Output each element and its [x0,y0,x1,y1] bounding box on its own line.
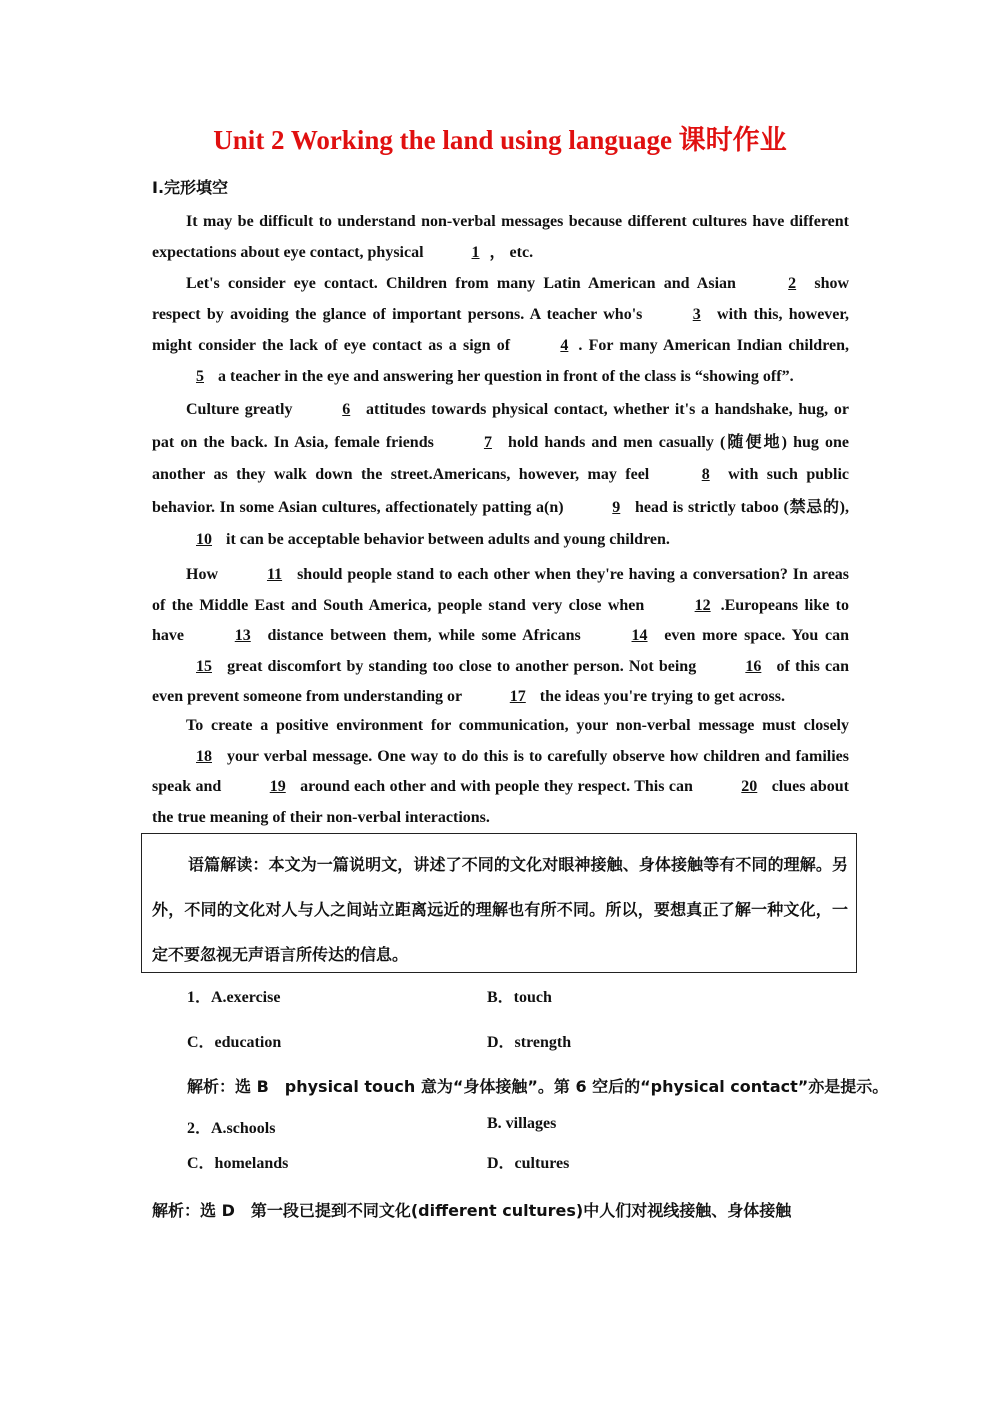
q1-option-c: C．education [187,1034,282,1051]
q1-option-a: 1．A.exercise [187,989,281,1006]
blank-9: 9 [612,498,621,516]
blank-14: 14 [631,627,648,644]
paragraph-4: How 11 should people stand to each other when they're having a conversation? In areas of the Middle East and South America, people stand very close when 12 .Europeans like to have 13 distance between them, while some Africans 14 even more space. You can 15 great discomfort by standing too close to another person. Not being 16 of this can even prevent someone from understanding or 17 the ideas you're trying to get across. [152,560,849,713]
blank-19: 19 [269,778,286,795]
q1-analysis: 解析：选 B physical touch 意为“身体接触”。第 6 空后的“physical contact”亦是提示。 [187,1077,889,1096]
section-heading: Ⅰ.完形填空 [152,178,229,197]
blank-11: 11 [266,566,283,583]
blank-4: 4 [560,337,569,354]
paragraph-5: To create a positive environment for communication, your non-verbal message must closely 18 your verbal message. One way to do this is to carefully observe how children and families speak and 19 around each other and with people they respect. This can 20 clues about the true meaning of their non-verbal interactions. [152,717,849,826]
blank-13: 13 [234,627,251,644]
blank-6: 6 [342,401,351,418]
blank-5: 5 [196,368,204,385]
blank-3: 3 [692,306,701,323]
q2-option-c: C．homelands [187,1155,289,1172]
blank-7: 7 [483,433,492,451]
blank-15: 15 [196,657,212,675]
q1-option-d: D．strength [487,1034,572,1051]
blank-16: 16 [745,657,762,675]
q2-analysis: 解析：选 D 第一段已提到不同文化(different cultures)中人们对视线接触、身体接触 [152,1201,792,1220]
q2-option-d: D．cultures [487,1155,570,1172]
blank-2: 2 [788,275,797,292]
q2-option-a: 2．A.schools [187,1120,276,1137]
paragraph-2: Let's consider eye contact. Children from many Latin American and Asian 2 show respect by avoiding the glance of important persons. A teacher who's 3 with this, however, might consider the lack of eye contact as a sign of 4 . For many American Indian children, 5 a teacher in the eye and answering her question in front of the class is “showing off”. [152,268,849,392]
blank-10: 10 [196,531,212,548]
q2-option-b: B. villages [487,1115,557,1132]
q1-option-b: B．touch [487,989,552,1006]
blank-20: 20 [741,778,758,795]
page-title: Unit 2 Working the land using language 课时作业 [213,125,787,155]
blank-1: 1 [471,244,480,261]
blank-18: 18 [196,747,212,765]
blank-8: 8 [701,466,710,483]
blank-17: 17 [509,688,526,705]
blank-12: 12 [694,596,711,614]
passage-summary-box: 语篇解读：本文为一篇说明文，讲述了不同的文化对眼神接触、身体接触等有不同的理解。另外，不同的文化对人与人之间站立距离远近的理解也有所不同。所以，要想真正了解一种文化，一定不要忽视无声语言所传达的信息。 [141,833,857,973]
paragraph-1: It may be difficult to understand non-verbal messages because different cultures have different expectations about eye contact, physical 1 ， etc. [152,206,849,268]
paragraph-3: Culture greatly 6 attitudes towards physical contact, whether it's a handshake, hug, or pat on the back. In Asia, female friends 7 hold hands and men casually (随便地) hug one another as they walk down the street.Americans, however, may feel 8 with such public behavior. In some Asian cultures, affectionately patting a(n) 9 head is strictly taboo (禁忌的), 10 it can be acceptable behavior between adults and young children. [152,394,849,557]
